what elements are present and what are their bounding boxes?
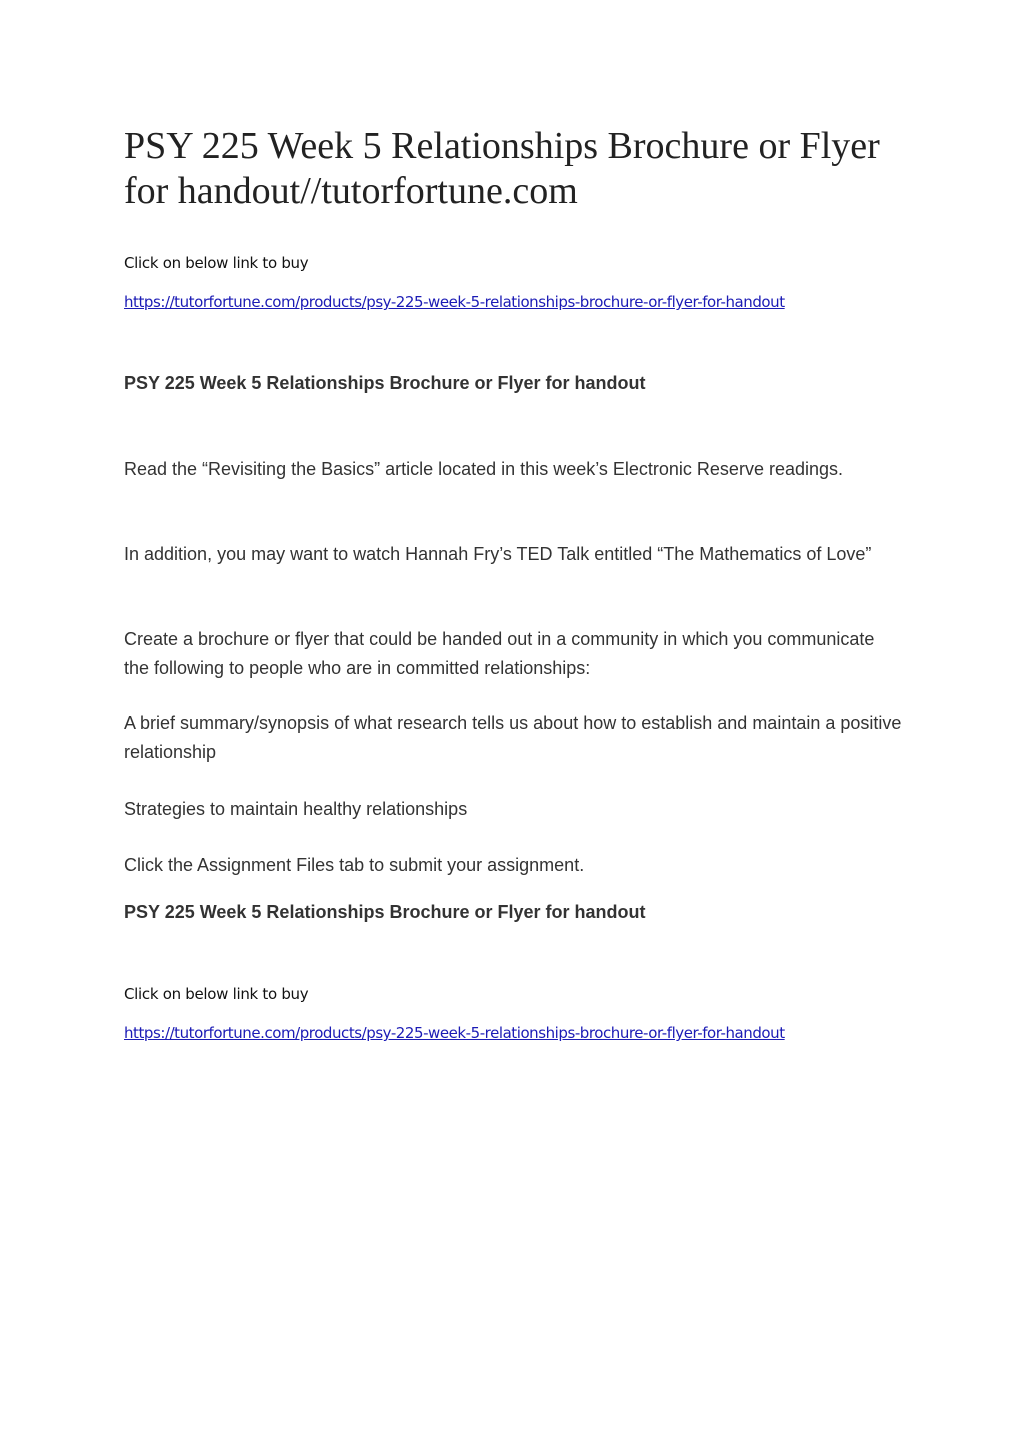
- paragraph-submit-instruction: Click the Assignment Files tab to submit your assignment.: [124, 855, 585, 875]
- buy-prompt-top: Click on below link to buy: [124, 254, 309, 272]
- paragraph-summary-item: A brief summary/synopsis of what research tells us about how to establish and maintain a positive relationship: [124, 713, 902, 762]
- paragraph-ted-talk: In addition, you may want to watch Hannah Fry’s TED Talk entitled “The Mathematics of Love”: [124, 544, 872, 564]
- document-title: PSY 225 Week 5 Relationships Brochure or Flyer for handout//tutorfortune.com: [124, 125, 880, 212]
- buy-link-top[interactable]: https://tutorfortune.com/products/psy-225-week-5-relationships-brochure-or-flyer-for-handout: [124, 293, 785, 311]
- paragraph-brochure-task: Create a brochure or flyer that could be handed out in a community in which you communicate the following to people who are in committed relationships:: [124, 629, 875, 678]
- buy-link-bottom[interactable]: https://tutorfortune.com/products/psy-225-week-5-relationships-brochure-or-flyer-for-handout: [124, 1024, 785, 1042]
- paragraph-reading: Read the “Revisiting the Basics” article located in this week’s Electronic Reserve readings.: [124, 459, 843, 479]
- buy-prompt-bottom: Click on below link to buy: [124, 985, 309, 1003]
- closing-heading: PSY 225 Week 5 Relationships Brochure or Flyer for handout: [124, 902, 646, 922]
- paragraph-strategies-item: Strategies to maintain healthy relationships: [124, 799, 468, 819]
- section-heading: PSY 225 Week 5 Relationships Brochure or Flyer for handout: [124, 373, 646, 393]
